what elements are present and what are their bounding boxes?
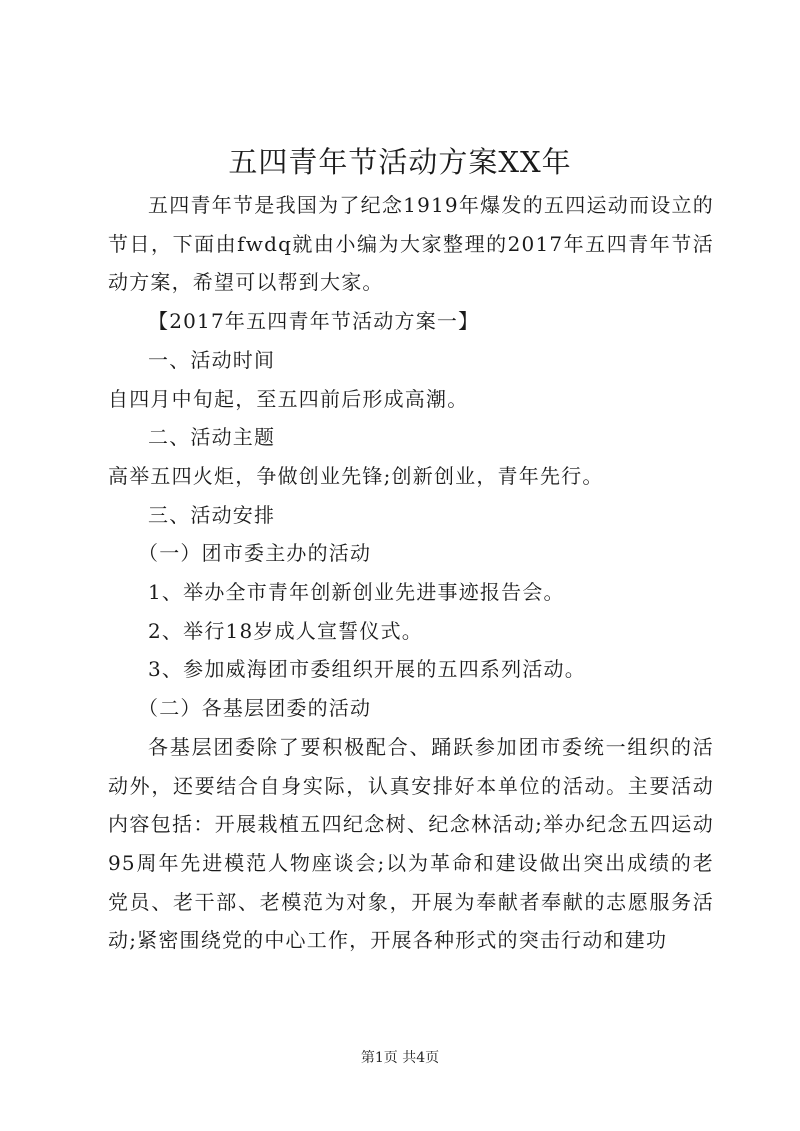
list-item-1: 1、举办全市青年创新创业先进事迹报告会。	[148, 580, 565, 605]
activity-time-text: 自四月中旬起，至五四前后形成高潮。	[108, 386, 469, 411]
intro-paragraph: 五四青年节是我国为了纪念1919年爆发的五四运动而设立的节日，下面由fwdq就由小编为大家整理的2017年五四青年节活动方案，希望可以帮到大家。	[108, 193, 714, 295]
document-title: 五四青年节活动方案XX年	[228, 145, 572, 179]
heading-activity-time: 一、活动时间	[148, 347, 276, 372]
heading-activity-arrangement: 三、活动安排	[148, 502, 276, 527]
sub-heading-grassroots: （二）各基层团委的活动	[138, 696, 372, 721]
section-heading: 【2017年五四青年节活动方案一】	[148, 309, 480, 334]
sub-heading-city-committee: （一）团市委主办的活动	[138, 541, 372, 566]
activity-theme-text: 高举五四火炬，争做创业先锋;创新创业，青年先行。	[108, 463, 604, 488]
grassroots-paragraph: 各基层团委除了要积极配合、踊跃参加团市委统一组织的活动外，还要结合自身实际，认真安排好本单位的活动。主要活动内容包括：开展栽植五四纪念树、纪念林活动;举办纪念五四运动95周年先进模范人物座谈会;以为革命和建设做出突出成绩的老党员、老干部、老模范为对象，开展为奉献者奉献的志愿服务活动;紧密围绕党的中心工作，开展各种形式的突击行动和建功	[108, 734, 714, 953]
document-body	[108, 186, 714, 960]
list-item-3: 3、参加威海团市委组织开展的五四系列活动。	[148, 657, 586, 682]
page-footer: 第1页 共4页	[360, 1050, 440, 1066]
list-item-2: 2、举行18岁成人宣誓仪式。	[148, 618, 423, 643]
heading-activity-theme: 二、活动主题	[148, 425, 276, 450]
